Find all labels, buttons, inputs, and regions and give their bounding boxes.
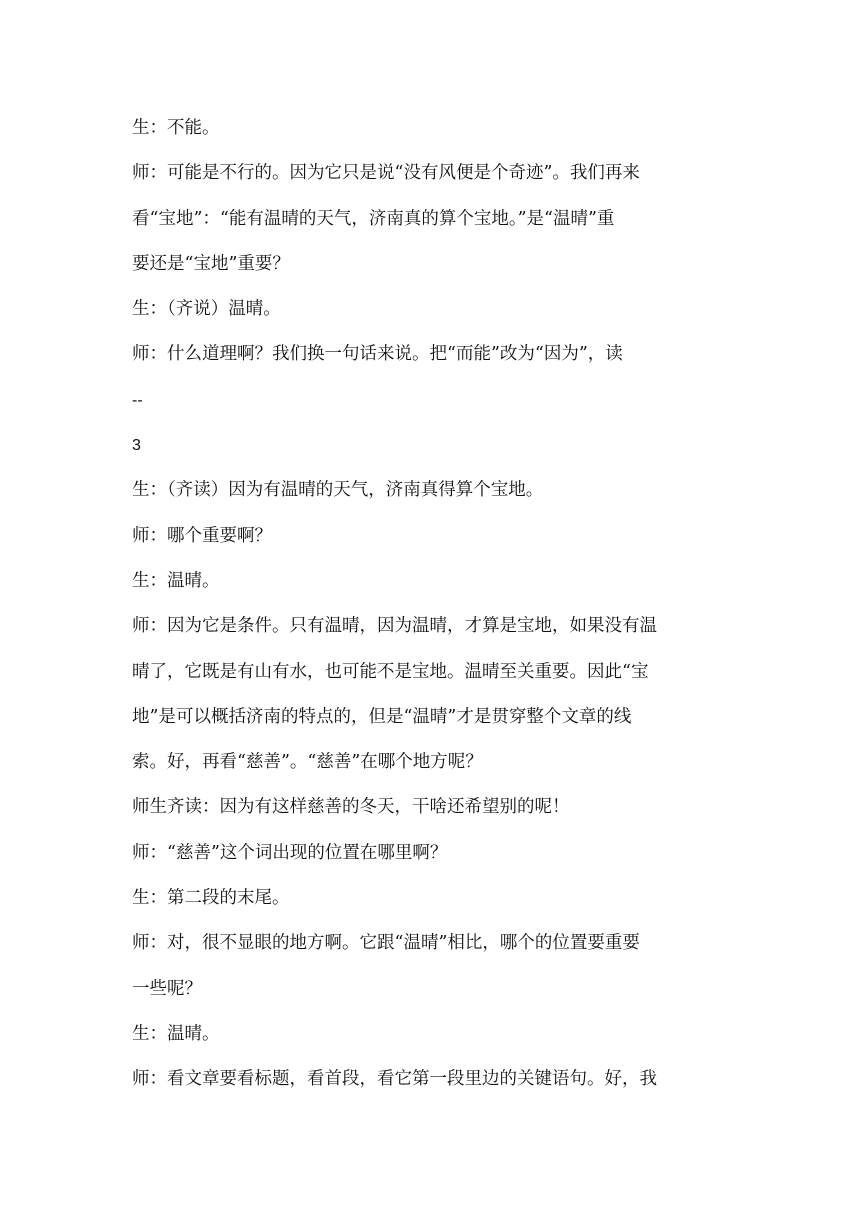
text-line: 师：“慈善”这个词出现的位置在哪里啊？ <box>132 842 448 863</box>
text-line: 生：（齐说）温晴。 <box>132 299 281 320</box>
page-separator: -- <box>132 391 143 409</box>
text-line: 看“宝地”：“能有温晴的天气，济南真的算个宝地。”是“温晴”重 <box>132 208 615 229</box>
text-line: 师：看文章要看标题，看首段，看它第一段里边的关键语句。好，我 <box>132 1069 657 1090</box>
text-line: 一些呢？ <box>132 978 202 999</box>
text-line: 生：第二段的末尾。 <box>132 888 290 909</box>
document-body <box>132 106 732 1103</box>
text-line: 师：因为它是条件。只有温晴，因为温晴，才算是宝地，如果没有温 <box>132 616 657 637</box>
text-line: 师生齐读：因为有这样慈善的冬天，干啥还希望别的呢！ <box>132 797 570 818</box>
text-line: 要还是“宝地”重要？ <box>132 253 290 274</box>
text-line: 师：可能是不行的。因为它只是说“没有风便是个奇迹”。我们再来 <box>132 163 640 184</box>
text-line: 生：温晴。 <box>132 570 220 591</box>
text-line: 生：（齐读）因为有温晴的天气，济南真得算个宝地。 <box>132 480 544 501</box>
text-line: 师：哪个重要啊？ <box>132 525 272 546</box>
text-line: 师：什么道理啊？我们换一句话来说。把“而能”改为“因为”，读 <box>132 344 623 365</box>
page-number: 3 <box>132 437 141 455</box>
text-line: 师：对，很不显眼的地方啊。它跟“温晴”相比，哪个的位置要重要 <box>132 933 640 954</box>
text-line: 索。好，再看“慈善”。“慈善”在哪个地方呢？ <box>132 752 483 773</box>
text-line: 晴了，它既是有山有水，也可能不是宝地。温晴至关重要。因此“宝 <box>132 661 649 682</box>
text-line: 地”是可以概括济南的特点的，但是“温晴”才是贯穿整个文章的线 <box>132 706 632 727</box>
text-line: 生：温晴。 <box>132 1023 220 1044</box>
text-line: 生：不能。 <box>132 118 220 138</box>
